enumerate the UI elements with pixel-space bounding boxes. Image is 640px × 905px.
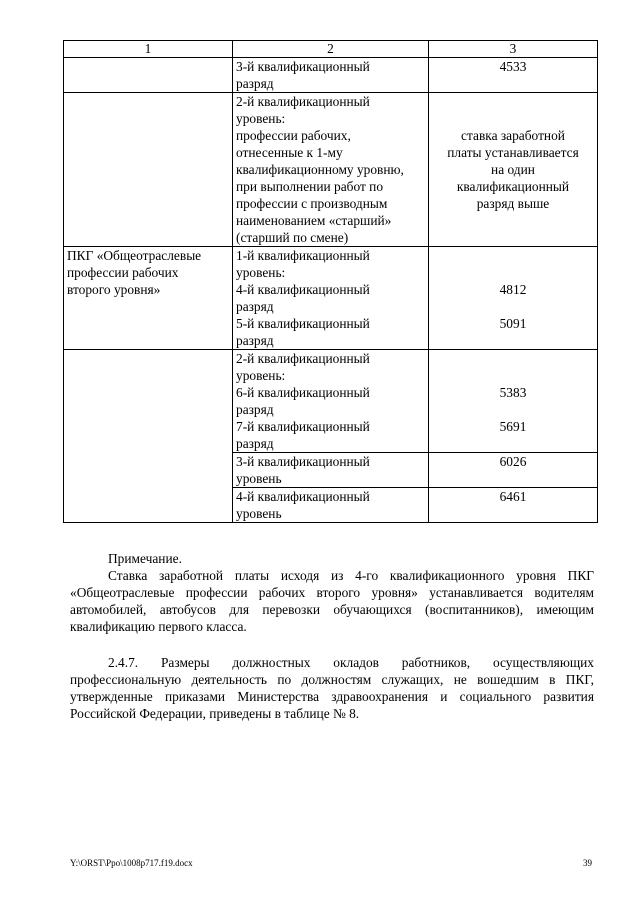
group-cell [64,350,233,523]
level-line: 2-й квалификационный [236,351,370,366]
header-cell-3: 3 [429,41,598,58]
salary-table [63,40,598,523]
table-row [64,350,598,453]
rate-value: 6461 [499,489,527,504]
level-line: отнесенные к 1-му [236,145,343,160]
footer-file-path: Y:\ORST\Ppo\1008p717.f19.docx [70,858,193,868]
level-line: разряд [236,402,274,417]
level-line: квалификационному уровню, [236,162,404,177]
level-line: уровень [236,506,282,521]
level-line: разряд [236,436,274,451]
rate-value: 4533 [499,59,527,74]
rate-cell [429,58,598,93]
table-row [64,93,598,247]
section-block [70,654,594,722]
rate-text: разряд выше [476,196,550,211]
rate-value: 5691 [499,419,527,434]
group-line: второго уровня» [67,282,161,297]
level-line: уровень: [236,368,286,383]
section-paragraph: 2.4.7. Размеры должностных окладов работников, осуществляющих профессиональную деятельность по должностям служащих, не вошедшим в ПКГ, утвержденные приказами Министерства здравоохранения и социального развития Российской Федерации, приведены в таблице № 8. [70,655,594,721]
table-header-row [64,41,598,58]
header-cell-1: 1 [64,41,233,58]
level-line: 2-й квалификационный [236,94,370,109]
level-line: уровень: [236,265,286,280]
level-line: 3-й квалификационный [236,454,370,469]
group-line: профессии рабочих [67,265,179,280]
level-cell [233,488,429,523]
rate-text: на один [491,162,535,177]
rate-value: 5091 [499,316,527,331]
group-cell [64,93,233,247]
rate-text: платы устанавливается [447,145,579,160]
level-line: 6-й квалификационный [236,385,370,400]
level-line: 7-й квалификационный [236,419,370,434]
level-line: 4-й квалификационный [236,282,370,297]
level-line: уровень: [236,111,286,126]
table-row [64,247,598,350]
group-line: ПКГ «Общеотраслевые [67,248,202,263]
level-line: 1-й квалификационный [236,248,370,263]
page-number: 39 [583,858,592,868]
header-cell-2: 2 [233,41,429,58]
level-line: уровень [236,471,282,486]
note-title: Примечание. [108,551,182,566]
level-line: наименованием «старший» [236,213,392,228]
rate-cell [429,247,598,350]
level-line: профессии с производным [236,196,388,211]
rate-cell [429,350,598,453]
group-cell [64,247,233,350]
rate-cell [429,93,598,247]
table-row [64,58,598,93]
rate-cell [429,453,598,488]
rate-value: 4812 [499,282,527,297]
note-text: Ставка заработной платы исходя из 4-го квалификационного уровня ПКГ «Общеотраслевые профессии рабочих второго уровня» устанавливается водителям автомобилей, автобусов для перевозки обучающихся (воспитанников), имеющим квалификацию первого класса. [70,568,594,634]
level-cell [233,247,429,350]
rate-text: квалификационный [456,179,570,194]
level-cell [233,350,429,453]
level-line: при выполнении работ по [236,179,384,194]
level-line: 4-й квалификационный [236,489,370,504]
level-line: 5-й квалификационный [236,316,370,331]
level-line: профессии рабочих, [236,128,351,143]
level-line: (старший по смене) [236,230,349,245]
level-cell [233,93,429,247]
group-cell [64,58,233,93]
rate-cell [429,488,598,523]
level-line: 3-й квалификационный [236,59,370,74]
level-cell [233,453,429,488]
level-line: разряд [236,299,274,314]
level-cell [233,58,429,93]
level-line: разряд [236,333,274,348]
rate-text: ставка заработной [461,128,565,143]
note-block [70,550,594,635]
rate-value: 5383 [499,385,527,400]
rate-value: 6026 [499,454,527,469]
level-line: разряд [236,76,274,91]
